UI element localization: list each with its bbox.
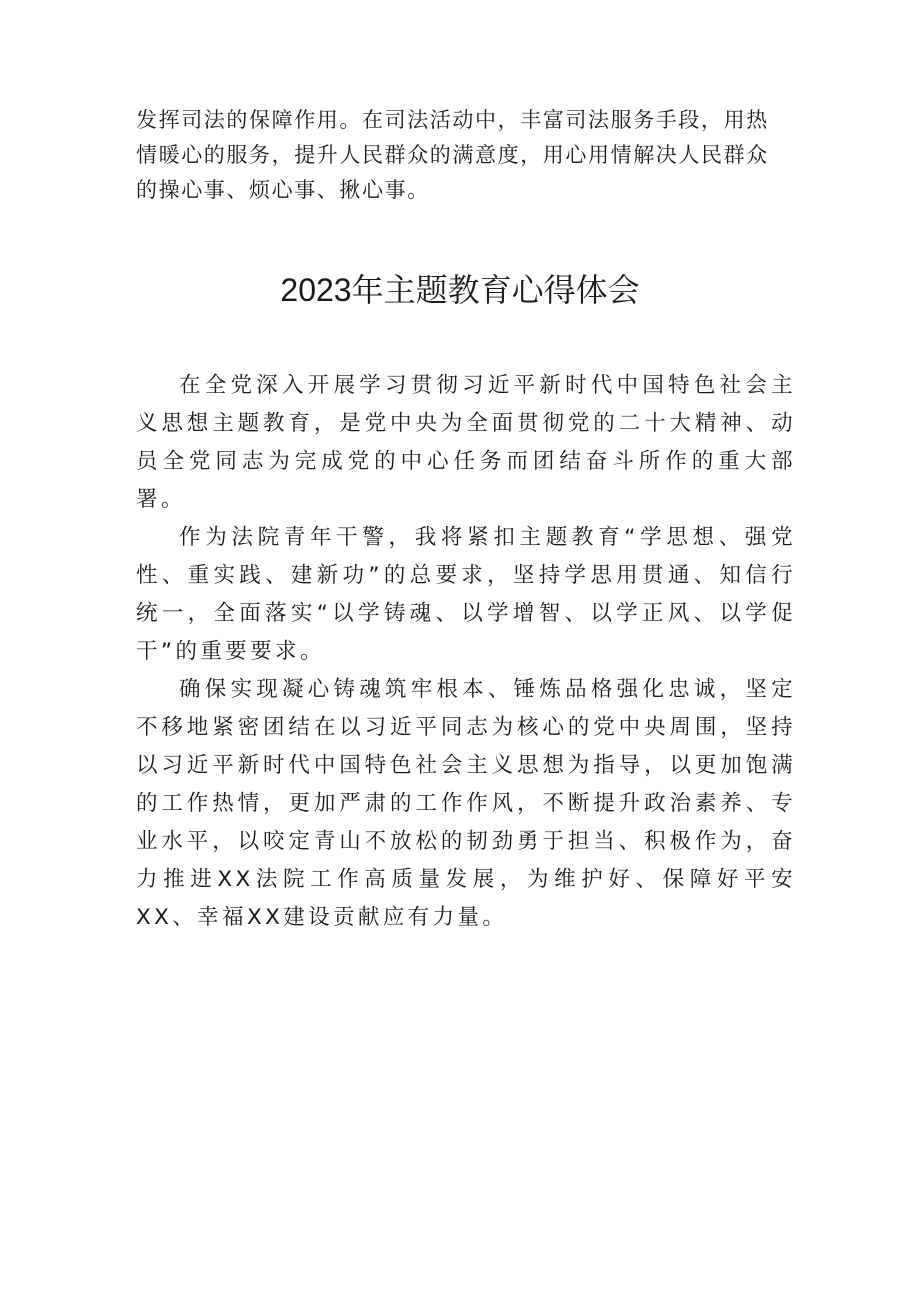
body-paragraph-1: 在全党深入开展学习贯彻习近平新时代中国特色社会主义思想主题教育，是党中央为全面贯彻党的二十大精神、动员全党同志为完成党的中心任务而团结奋斗所作的重大部署。: [136, 373, 796, 512]
body-paragraph-2: 作为法院青年干警，我将紧扣主题教育“学思想、强党性、重实践、建新功”的总要求，坚持学思用贯通、知信行统一，全面落实“以学铸魂、以学增智、以学正风、以学促干”的重要要求。: [136, 525, 796, 664]
body-paragraph-3: 确保实现凝心铸魂筑牢根本、锤炼品格强化忠诚，坚定不移地紧密团结在以习近平同志为核心的党中央周围，坚持以习近平新时代中国特色社会主义思想为指导，以更加饱满的工作热情，更加严肃的工作作风，不断提升政治素养、专业水平，以咬定青山不放松的韧劲勇于担当、积极作为，奋力推进XX法院工作高质量发展，为维护好、保障好平安XX、幸福XX建设贡献应有力量。: [136, 677, 796, 930]
document-body: [136, 367, 796, 937]
document-title: 2023年主题教育心得体会: [280, 272, 640, 308]
intro-paragraph: 发挥司法的保障作用。在司法活动中，丰富司法服务手段，用热情暖心的服务，提升人民群众的满意度，用心用情解决人民群众的操心事、烦心事、揪心事。: [136, 108, 769, 202]
